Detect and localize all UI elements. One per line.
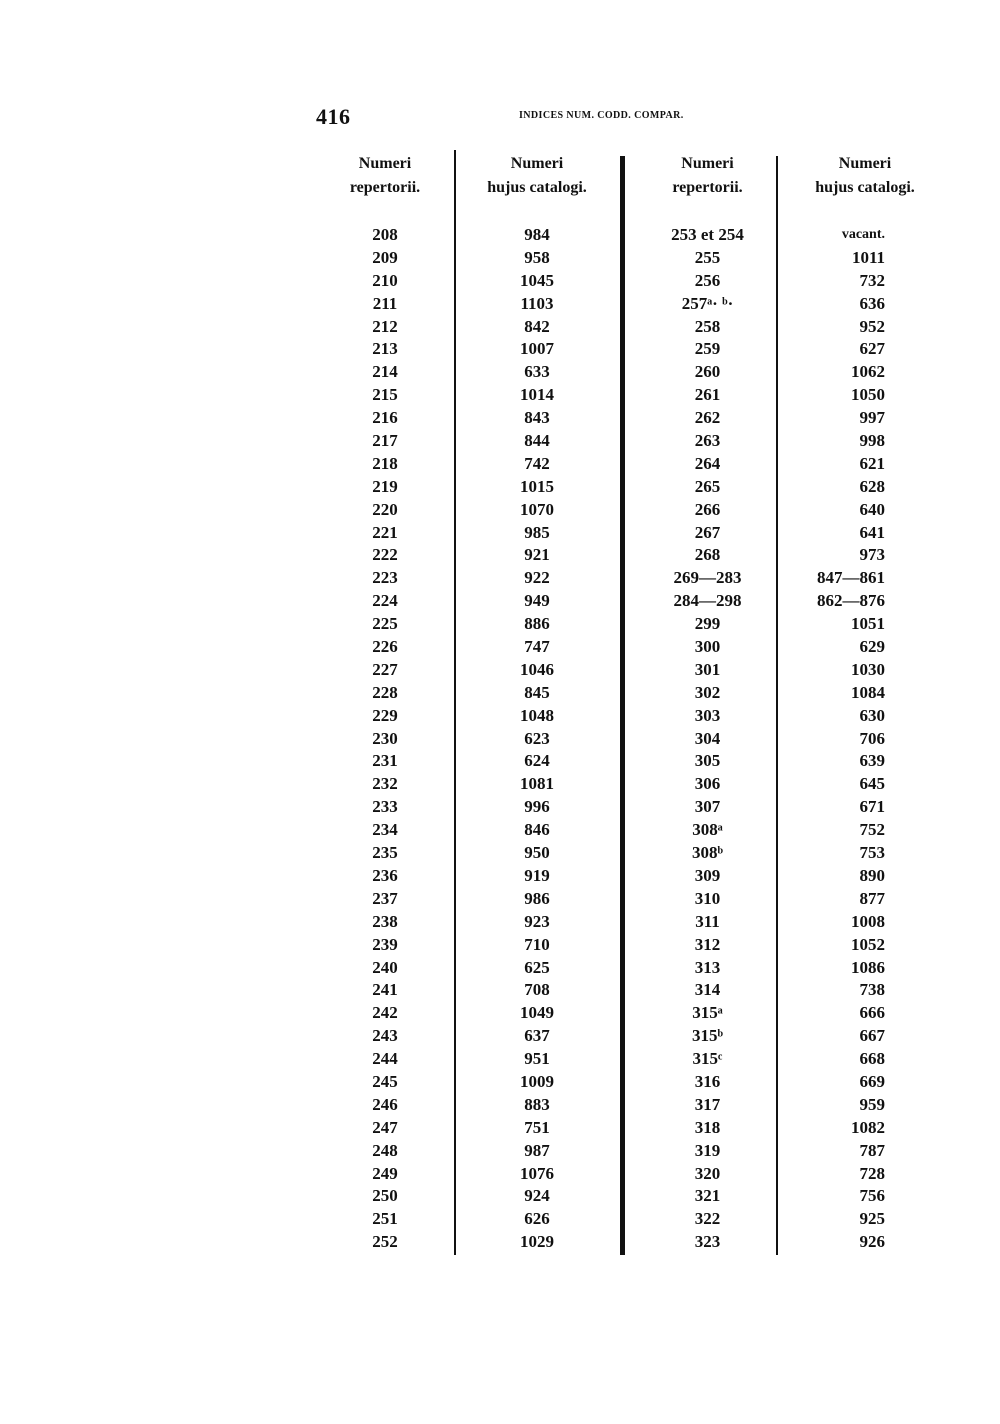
header-repertorii-right bbox=[640, 152, 775, 200]
repertorii-number: 269—283 bbox=[673, 568, 742, 588]
table-row bbox=[0, 1094, 1000, 1117]
catalogi-number: 751 bbox=[524, 1117, 550, 1137]
catalogi-number: 639 bbox=[859, 751, 885, 771]
repertorii-number: 264 bbox=[694, 453, 721, 473]
table-row bbox=[0, 453, 1000, 476]
repertorii-number: 313 bbox=[694, 957, 721, 977]
table-row bbox=[0, 957, 1000, 980]
catalogi-number: 1049 bbox=[520, 1003, 554, 1023]
catalogi-number: 747 bbox=[524, 637, 550, 657]
header-line2: hujus catalogi. bbox=[815, 179, 915, 196]
catalogi-number: 628 bbox=[859, 476, 885, 496]
repertorii-number: 307 bbox=[694, 797, 721, 817]
repertorii-number: 226 bbox=[372, 637, 398, 657]
repertorii-number: 220 bbox=[372, 499, 398, 519]
catalogi-number: 706 bbox=[859, 728, 885, 748]
repertorii-number: 213 bbox=[372, 339, 398, 359]
repertorii-number: 231 bbox=[372, 751, 398, 771]
catalogi-number: 667 bbox=[859, 1026, 885, 1046]
repertorii-number: 314 bbox=[694, 980, 721, 1000]
catalogi-number: 952 bbox=[859, 316, 885, 336]
repertorii-number: 305 bbox=[694, 751, 721, 771]
repertorii-number: 222 bbox=[372, 545, 398, 565]
repertorii-number: 215 bbox=[372, 385, 398, 405]
table-row bbox=[0, 316, 1000, 339]
repertorii-number: 320 bbox=[694, 1163, 721, 1183]
header-line1: Numeri bbox=[358, 155, 412, 172]
catalogi-number: 668 bbox=[859, 1049, 885, 1069]
table-row bbox=[0, 567, 1000, 590]
catalogi-number: 1051 bbox=[851, 614, 885, 634]
repertorii-number: 321 bbox=[694, 1186, 721, 1206]
header-repertorii-left bbox=[330, 152, 440, 200]
repertorii-number: 317 bbox=[694, 1094, 721, 1114]
header-line2: repertorii. bbox=[672, 179, 743, 196]
repertorii-number: 260 bbox=[694, 362, 721, 382]
table-row bbox=[0, 1071, 1000, 1094]
catalogi-number: 1086 bbox=[851, 957, 885, 977]
repertorii-number: 268 bbox=[694, 545, 721, 565]
table-row bbox=[0, 499, 1000, 522]
repertorii-number: 266 bbox=[694, 499, 721, 519]
catalogi-number: 1030 bbox=[851, 659, 885, 679]
catalogi-number: 640 bbox=[859, 499, 885, 519]
repertorii-number: 311 bbox=[695, 911, 720, 931]
repertorii-number: 210 bbox=[372, 270, 398, 290]
catalogi-number: 886 bbox=[524, 614, 550, 634]
catalogi-number: 625 bbox=[524, 957, 550, 977]
repertorii-number: 315ᶜ bbox=[692, 1049, 723, 1069]
catalogi-number: 921 bbox=[524, 545, 550, 565]
catalogi-number: 738 bbox=[859, 980, 885, 1000]
repertorii-number: 252 bbox=[372, 1232, 398, 1252]
catalogi-number: 671 bbox=[859, 797, 885, 817]
table-row bbox=[0, 224, 1000, 247]
repertorii-number: 302 bbox=[694, 682, 721, 702]
table-row bbox=[0, 613, 1000, 636]
repertorii-number: 235 bbox=[372, 843, 398, 863]
repertorii-number: 223 bbox=[372, 568, 398, 588]
repertorii-number: 219 bbox=[372, 476, 398, 496]
catalogi-number: 924 bbox=[524, 1186, 550, 1206]
repertorii-number: 218 bbox=[372, 453, 398, 473]
catalogi-number: 626 bbox=[524, 1209, 550, 1229]
table-row bbox=[0, 934, 1000, 957]
repertorii-number: 255 bbox=[694, 247, 721, 267]
catalogi-number: 728 bbox=[859, 1163, 885, 1183]
catalogi-number: 883 bbox=[524, 1094, 550, 1114]
repertorii-number: 310 bbox=[694, 888, 721, 908]
catalogi-number: 862—876 bbox=[817, 591, 885, 611]
repertorii-number: 241 bbox=[372, 980, 398, 1000]
catalogi-number: 998 bbox=[859, 431, 885, 451]
catalogi-number: 742 bbox=[524, 453, 550, 473]
repertorii-number: 217 bbox=[372, 431, 398, 451]
catalogi-number: 847—861 bbox=[817, 568, 885, 588]
repertorii-number: 243 bbox=[372, 1026, 398, 1046]
repertorii-number: 312 bbox=[694, 934, 721, 954]
repertorii-number: 253 et 254 bbox=[671, 225, 744, 244]
page-number: 416 bbox=[316, 104, 351, 129]
catalogi-number: 630 bbox=[859, 705, 885, 725]
table-row bbox=[0, 636, 1000, 659]
table-row bbox=[0, 407, 1000, 430]
repertorii-number: 212 bbox=[372, 316, 398, 336]
catalogi-number: 959 bbox=[859, 1094, 885, 1114]
table-row bbox=[0, 1117, 1000, 1140]
table-row bbox=[0, 682, 1000, 705]
catalogi-number: 732 bbox=[859, 270, 885, 290]
catalogi-number: 1103 bbox=[520, 293, 554, 313]
table-row bbox=[0, 1208, 1000, 1231]
catalogi-number: 986 bbox=[524, 888, 550, 908]
catalogi-number: 787 bbox=[859, 1140, 885, 1160]
repertorii-number: 251 bbox=[372, 1209, 398, 1229]
catalogi-number: 756 bbox=[859, 1186, 885, 1206]
catalogi-number: 985 bbox=[524, 522, 550, 542]
repertorii-number: 316 bbox=[694, 1071, 721, 1091]
repertorii-number: 284—298 bbox=[673, 591, 742, 611]
header-line1: Numeri bbox=[838, 155, 892, 172]
table-row bbox=[0, 1185, 1000, 1208]
table-row bbox=[0, 796, 1000, 819]
catalogi-number: 669 bbox=[859, 1071, 885, 1091]
table-row bbox=[0, 1231, 1000, 1254]
table-row bbox=[0, 888, 1000, 911]
catalogi-number: 950 bbox=[524, 843, 550, 863]
repertorii-number: 265 bbox=[694, 476, 721, 496]
catalogi-number: 710 bbox=[524, 934, 550, 954]
index-table bbox=[0, 224, 1000, 1254]
repertorii-number: 248 bbox=[372, 1140, 398, 1160]
catalogi-number: 1029 bbox=[520, 1232, 554, 1252]
table-row bbox=[0, 522, 1000, 545]
catalogi-number: 958 bbox=[524, 247, 550, 267]
repertorii-number: 308ᵇ bbox=[691, 843, 723, 863]
catalogi-number: 949 bbox=[524, 591, 550, 611]
catalogi-number: 1052 bbox=[851, 934, 885, 954]
repertorii-number: 232 bbox=[372, 774, 398, 794]
table-row bbox=[0, 1048, 1000, 1071]
repertorii-number: 315ᵇ bbox=[691, 1026, 723, 1046]
catalogi-number: 1008 bbox=[851, 911, 885, 931]
catalogi-number: 621 bbox=[859, 453, 885, 473]
repertorii-number: 261 bbox=[694, 385, 721, 405]
catalogi-number: 637 bbox=[524, 1026, 550, 1046]
repertorii-number: 244 bbox=[372, 1049, 398, 1069]
repertorii-number: 309 bbox=[694, 865, 721, 885]
catalogi-number: 1009 bbox=[520, 1071, 554, 1091]
repertorii-number: 224 bbox=[372, 591, 398, 611]
repertorii-number: 240 bbox=[372, 957, 398, 977]
catalogi-number: 708 bbox=[524, 980, 550, 1000]
header-line2: repertorii. bbox=[349, 179, 421, 196]
table-row bbox=[0, 293, 1000, 316]
repertorii-number: 249 bbox=[372, 1163, 398, 1183]
table-row bbox=[0, 590, 1000, 613]
catalogi-number: 1015 bbox=[520, 476, 554, 496]
repertorii-number: 237 bbox=[372, 888, 398, 908]
catalogi-number: 1070 bbox=[520, 499, 554, 519]
catalogi-number: 877 bbox=[859, 888, 885, 908]
repertorii-number: 238 bbox=[372, 911, 398, 931]
repertorii-number: 267 bbox=[694, 522, 721, 542]
header-line1: Numeri bbox=[681, 155, 734, 172]
repertorii-number: 234 bbox=[372, 820, 398, 840]
catalogi-number: 984 bbox=[524, 225, 550, 244]
table-row bbox=[0, 865, 1000, 888]
repertorii-number: 245 bbox=[372, 1071, 398, 1091]
repertorii-number: 301 bbox=[694, 659, 721, 679]
catalogi-number: 925 bbox=[859, 1209, 885, 1229]
catalogi-number: 624 bbox=[524, 751, 550, 771]
catalogi-number: 633 bbox=[524, 362, 550, 382]
catalogi-number: 1048 bbox=[520, 705, 554, 725]
catalogi-number: 1045 bbox=[520, 270, 554, 290]
repertorii-number: 242 bbox=[372, 1003, 398, 1023]
table-row bbox=[0, 705, 1000, 728]
table-row bbox=[0, 1140, 1000, 1163]
repertorii-number: 208 bbox=[372, 225, 398, 244]
catalogi-number: vacant. bbox=[841, 227, 885, 242]
catalogi-number: 926 bbox=[859, 1232, 885, 1252]
catalogi-number: 987 bbox=[524, 1140, 550, 1160]
table-row bbox=[0, 544, 1000, 567]
catalogi-number: 629 bbox=[859, 637, 885, 657]
catalogi-number: 1050 bbox=[851, 385, 885, 405]
repertorii-number: 318 bbox=[694, 1117, 721, 1137]
catalogi-number: 890 bbox=[859, 865, 885, 885]
table-row bbox=[0, 476, 1000, 499]
repertorii-number: 258 bbox=[694, 316, 721, 336]
table-row bbox=[0, 842, 1000, 865]
table-row bbox=[0, 1025, 1000, 1048]
repertorii-number: 319 bbox=[694, 1140, 721, 1160]
catalogi-number: 753 bbox=[859, 843, 885, 863]
header-catalogi-left bbox=[462, 152, 612, 200]
catalogi-number: 645 bbox=[859, 774, 885, 794]
catalogi-number: 627 bbox=[859, 339, 885, 359]
table-row bbox=[0, 361, 1000, 384]
repertorii-number: 211 bbox=[372, 293, 398, 313]
table-row bbox=[0, 430, 1000, 453]
repertorii-number: 256 bbox=[694, 270, 721, 290]
repertorii-number: 304 bbox=[694, 728, 721, 748]
repertorii-number: 229 bbox=[372, 705, 398, 725]
repertorii-number: 230 bbox=[372, 728, 398, 748]
repertorii-number: 228 bbox=[372, 682, 398, 702]
repertorii-number: 257ᵃ· ᵇ· bbox=[681, 293, 734, 313]
header-line1: Numeri bbox=[510, 155, 564, 172]
table-row bbox=[0, 911, 1000, 934]
repertorii-number: 259 bbox=[694, 339, 721, 359]
catalogi-number: 752 bbox=[859, 820, 885, 840]
header-catalogi-right bbox=[790, 152, 940, 200]
table-row bbox=[0, 338, 1000, 361]
table-row bbox=[0, 728, 1000, 751]
catalogi-number: 842 bbox=[524, 316, 550, 336]
repertorii-number: 263 bbox=[694, 431, 721, 451]
table-row bbox=[0, 979, 1000, 1002]
catalogi-number: 1082 bbox=[851, 1117, 885, 1137]
catalogi-number: 922 bbox=[524, 568, 550, 588]
catalogi-number: 1011 bbox=[851, 247, 885, 267]
repertorii-number: 233 bbox=[372, 797, 398, 817]
catalogi-number: 623 bbox=[524, 728, 550, 748]
catalogi-number: 1014 bbox=[520, 385, 554, 405]
repertorii-number: 262 bbox=[694, 408, 721, 428]
table-row bbox=[0, 1163, 1000, 1186]
repertorii-number: 239 bbox=[372, 934, 398, 954]
repertorii-number: 236 bbox=[372, 865, 398, 885]
catalogi-number: 846 bbox=[524, 820, 550, 840]
repertorii-number: 246 bbox=[372, 1094, 398, 1114]
repertorii-number: 225 bbox=[372, 614, 398, 634]
table-row bbox=[0, 773, 1000, 796]
catalogi-number: 919 bbox=[524, 865, 550, 885]
repertorii-number: 250 bbox=[372, 1186, 398, 1206]
catalogi-number: 844 bbox=[524, 431, 550, 451]
repertorii-number: 322 bbox=[694, 1209, 721, 1229]
table-row bbox=[0, 270, 1000, 293]
catalogi-number: 923 bbox=[524, 911, 550, 931]
repertorii-number: 303 bbox=[694, 705, 721, 725]
catalogi-number: 845 bbox=[524, 682, 550, 702]
catalogi-number: 973 bbox=[859, 545, 885, 565]
table-row bbox=[0, 819, 1000, 842]
catalogi-number: 1007 bbox=[520, 339, 554, 359]
catalogi-number: 951 bbox=[524, 1049, 550, 1069]
repertorii-number: 308ᵃ bbox=[692, 820, 723, 840]
repertorii-number: 323 bbox=[694, 1232, 721, 1252]
table-row bbox=[0, 659, 1000, 682]
repertorii-number: 227 bbox=[372, 659, 398, 679]
repertorii-number: 306 bbox=[694, 774, 721, 794]
catalogi-number: 1084 bbox=[851, 682, 885, 702]
running-head: INDICES NUM. CODD. COMPAR. bbox=[519, 110, 684, 121]
repertorii-number: 247 bbox=[372, 1117, 398, 1137]
repertorii-number: 221 bbox=[372, 522, 398, 542]
catalogi-number: 997 bbox=[859, 408, 885, 428]
repertorii-number: 214 bbox=[372, 362, 398, 382]
repertorii-number: 300 bbox=[694, 637, 721, 657]
table-row bbox=[0, 384, 1000, 407]
catalogi-number: 1062 bbox=[851, 362, 885, 382]
catalogi-number: 666 bbox=[859, 1003, 885, 1023]
table-row bbox=[0, 247, 1000, 270]
catalogi-number: 1046 bbox=[520, 659, 554, 679]
catalogi-number: 843 bbox=[524, 408, 550, 428]
table-row bbox=[0, 1002, 1000, 1025]
repertorii-number: 209 bbox=[372, 247, 398, 267]
catalogi-number: 1076 bbox=[520, 1163, 554, 1183]
header-line2: hujus catalogi. bbox=[487, 179, 587, 196]
catalogi-number: 996 bbox=[524, 797, 550, 817]
repertorii-number: 216 bbox=[372, 408, 398, 428]
catalogi-number: 636 bbox=[859, 293, 885, 313]
table-row bbox=[0, 750, 1000, 773]
catalogi-number: 1081 bbox=[520, 774, 554, 794]
catalogi-number: 641 bbox=[859, 522, 885, 542]
repertorii-number: 299 bbox=[694, 614, 721, 634]
repertorii-number: 315ᵃ bbox=[692, 1003, 723, 1023]
